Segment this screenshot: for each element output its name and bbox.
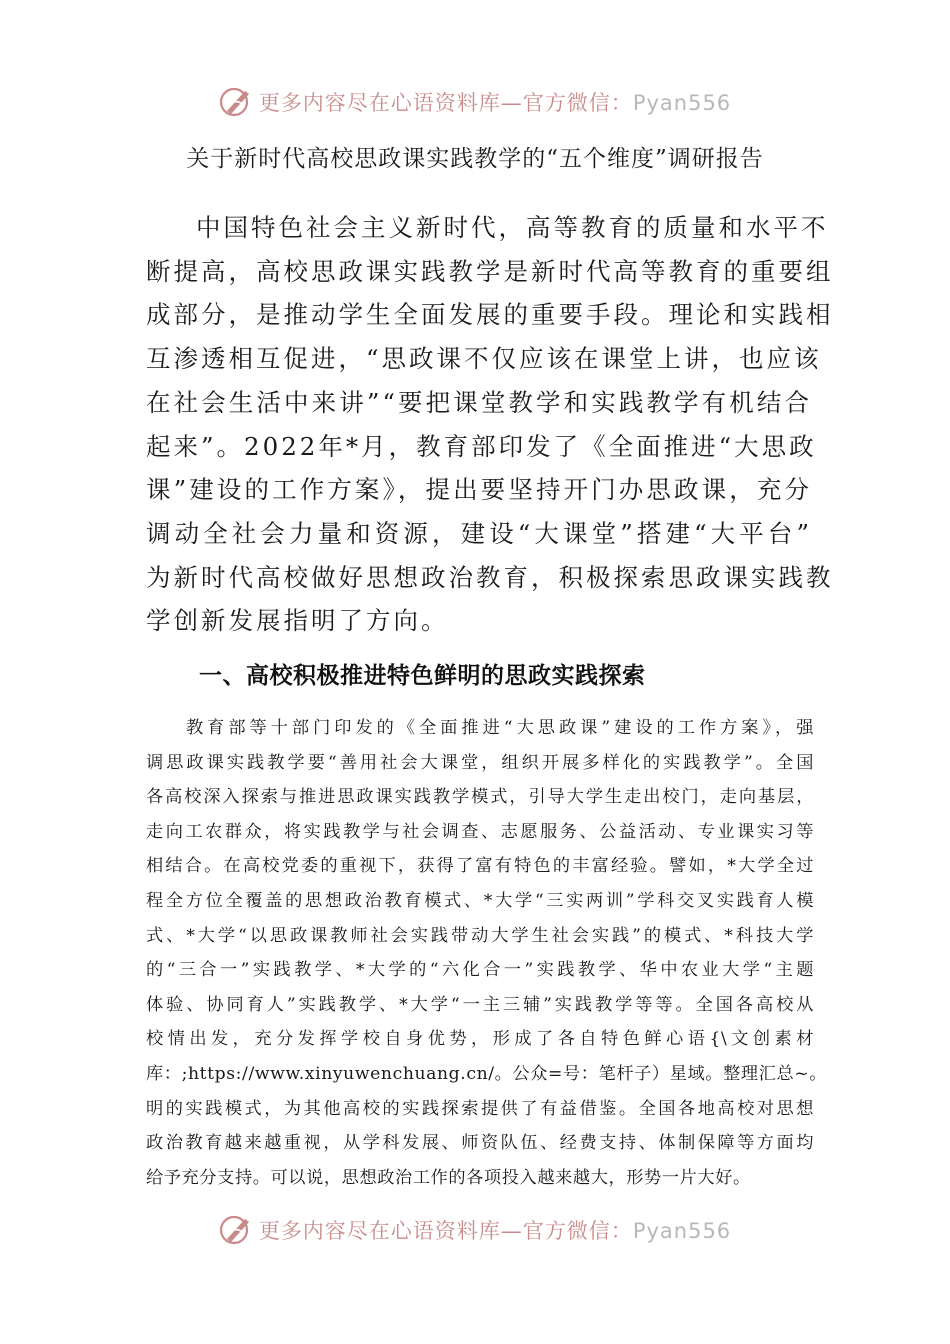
section-line: 教育部等十部门印发的《全面推进“大思政课”建设的工作方案》，强: [186, 718, 814, 738]
section-line: 相结合。在高校党委的重视下，获得了富有特色的丰富经验。譬如，*大学全过: [146, 856, 814, 877]
intro-line: 在社会生活中来讲”“要把课堂教学和实践教学有机结合: [146, 387, 812, 417]
intro-line: 起来”。2022年*月，教育部印发了《全面推进“大思政: [146, 431, 817, 461]
intro-line: 断提高，高校思政课实践教学是新时代高等教育的重要组: [146, 256, 834, 286]
section-line: 给予充分支持。可以说，思想政治工作的各项投入越来越大，形势一片大好。: [146, 1167, 751, 1188]
section-line: 明的实践模式，为其他高校的实践探索提供了有益借鉴。全国各地高校对思想: [146, 1098, 814, 1119]
intro-line: 中国特色社会主义新时代，高等教育的质量和水平不: [196, 213, 829, 242]
section-paragraph: [146, 711, 828, 1195]
section-heading: 一、高校积极推进特色鲜明的思政实践探索: [199, 663, 646, 689]
intro-paragraph: [146, 206, 834, 643]
intro-line: 互渗透相互促进，“思政课不仅应该在课堂上讲，也应该: [146, 344, 822, 374]
section-line: 校情出发，充分发挥学校自身优势，形成了各自特色鲜心语{\文创素材: [146, 1029, 814, 1050]
document-title: 关于新时代高校思政课实践教学的“五个维度”调研报告: [186, 146, 764, 172]
pen-logo-icon: [219, 85, 253, 119]
section-line: 走向工农群众，将实践教学与社会调查、志愿服务、公益活动、专业课实习等: [146, 821, 814, 842]
watermark-text: 更多内容尽在心语资料库—官方微信：Pyan556: [258, 91, 732, 115]
intro-line: 为新时代高校做好思想政治教育，积极探索思政课实践教: [146, 562, 834, 592]
section-line: 各高校深入探索与推进思政课实践教学模式，引导大学生走出校门，走向基层，: [146, 787, 814, 808]
section-line: 库：;https://www.xinyuwenchuang.cn/。公众=号：笔杆子）星域。整理汇总~。: [146, 1063, 828, 1084]
intro-line: 成部分，是推动学生全面发展的重要手段。理论和实践相: [146, 300, 834, 330]
section-line: 政治教育越来越重视，从学科发展、师资队伍、经费支持、体制保障等方面均: [146, 1133, 814, 1154]
pen-logo-icon: [219, 1213, 253, 1247]
intro-line: 学创新发展指明了方向。: [146, 606, 449, 636]
intro-line: 课”建设的工作方案》，提出要坚持开门办思政课，充分: [146, 475, 812, 505]
section-line: 程全方位全覆盖的思想政治教育模式、*大学“三实两训”学科交叉实践育人模: [146, 890, 814, 911]
section-line: 式、*大学“以思政课教师社会实践带动大学生社会实践”的模式、*科技大学: [146, 925, 814, 946]
section-line: 体验、协同育人”实践教学、*大学“一主三辅”实践教学等等。全国各高校从: [146, 994, 814, 1015]
section-line: 的“三合一”实践教学、*大学的“六化合一”实践教学、华中农业大学“主题: [146, 960, 814, 981]
intro-line: 调动全社会力量和资源，建设“大课堂”搭建“大平台”: [146, 518, 812, 548]
watermark-banner-bottom: [0, 1210, 950, 1250]
watermark-text: 更多内容尽在心语资料库—官方微信：Pyan556: [258, 1219, 732, 1243]
watermark-banner-top: [0, 82, 950, 122]
section-line: 调思政课实践教学要“善用社会大课堂，组织开展多样化的实践教学”。全国: [146, 752, 814, 773]
